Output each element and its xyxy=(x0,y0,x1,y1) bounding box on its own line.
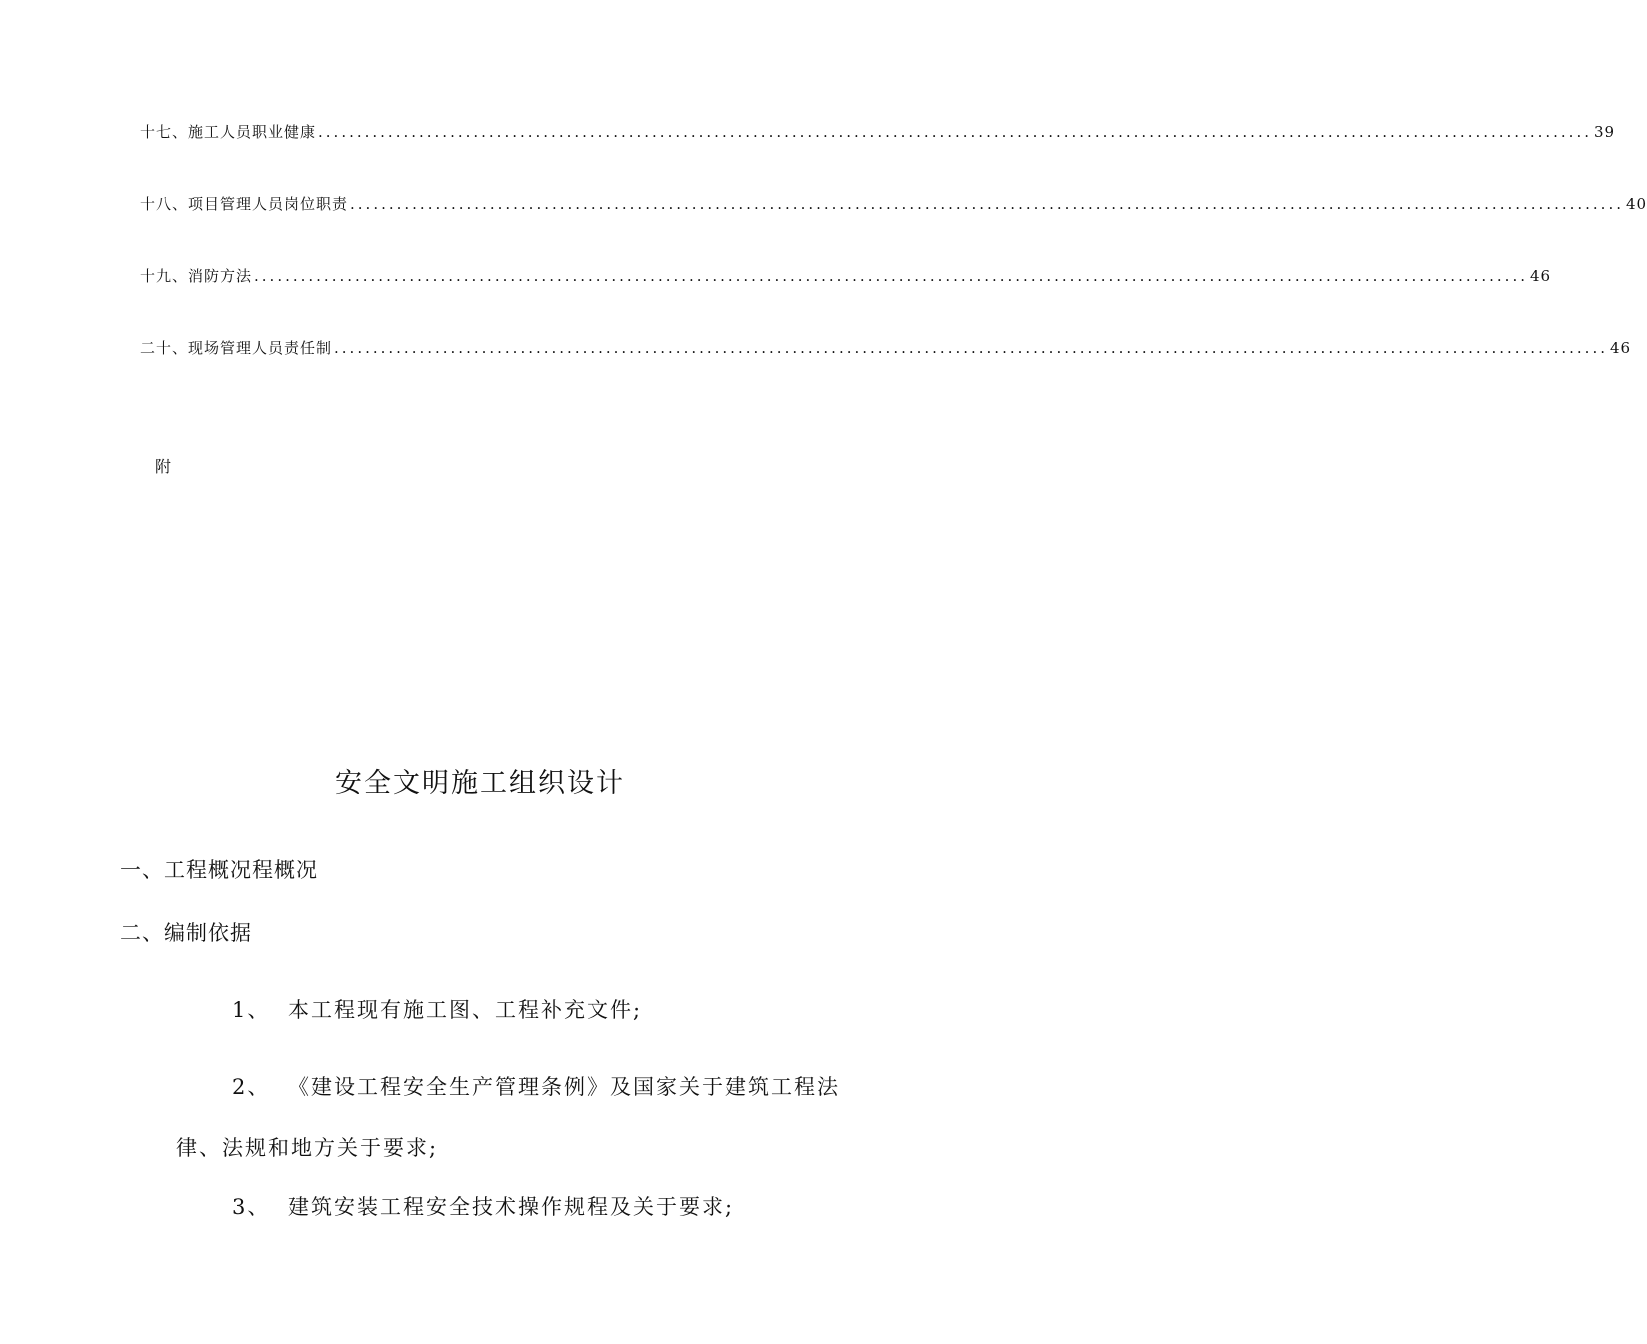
toc-entry-title: 十八、项目管理人员岗位职责 xyxy=(140,195,349,213)
basis-item-3 xyxy=(232,1191,734,1223)
toc-entry[interactable] xyxy=(140,264,1552,288)
toc-leader-dots: .................................................................................................................................................................... xyxy=(254,267,1528,285)
document-title: 安全文明施工组织设计 xyxy=(335,768,625,799)
toc-entry[interactable] xyxy=(140,336,1632,360)
section-heading-basis: 二、编制依据 xyxy=(120,921,252,945)
toc-leader-dots: .................................................................................................................................................................... xyxy=(350,195,1624,213)
basis-item-2 xyxy=(232,1071,840,1103)
item-number: 1、 xyxy=(232,998,271,1022)
toc-entry-title: 十九、消防方法 xyxy=(140,267,253,285)
item-text: 《建设工程安全生产管理条例》及国家关于建筑工程法 xyxy=(288,1075,840,1099)
toc-leader-dots: .................................................................................................................................................................... xyxy=(318,123,1592,141)
toc-entry-title: 二十、现场管理人员责任制 xyxy=(140,339,333,357)
item-number: 2、 xyxy=(232,1075,271,1099)
toc-entry-page: 46 xyxy=(1529,267,1552,285)
toc-leader-dots: .................................................................................................................................................................... xyxy=(334,339,1608,357)
item-number: 3、 xyxy=(232,1195,271,1219)
toc-entry-page: 39 xyxy=(1593,123,1616,141)
toc-entry-page: 46 xyxy=(1609,339,1632,357)
basis-item-1 xyxy=(232,994,642,1026)
item-text: 本工程现有施工图、工程补充文件; xyxy=(288,998,643,1022)
toc-entry-page: 40 xyxy=(1625,195,1647,213)
toc-entry[interactable] xyxy=(140,120,1616,144)
toc-entry-title: 十七、施工人员职业健康 xyxy=(140,123,317,141)
basis-item-2-continuation: 律、法规和地方关于要求; xyxy=(176,1136,439,1160)
appendix-label: 附 xyxy=(155,457,172,476)
item-text: 建筑安装工程安全技术操作规程及关于要求; xyxy=(288,1195,735,1219)
section-heading-overview: 一、工程概况程概况 xyxy=(120,858,318,882)
toc-entry[interactable] xyxy=(140,192,1647,216)
